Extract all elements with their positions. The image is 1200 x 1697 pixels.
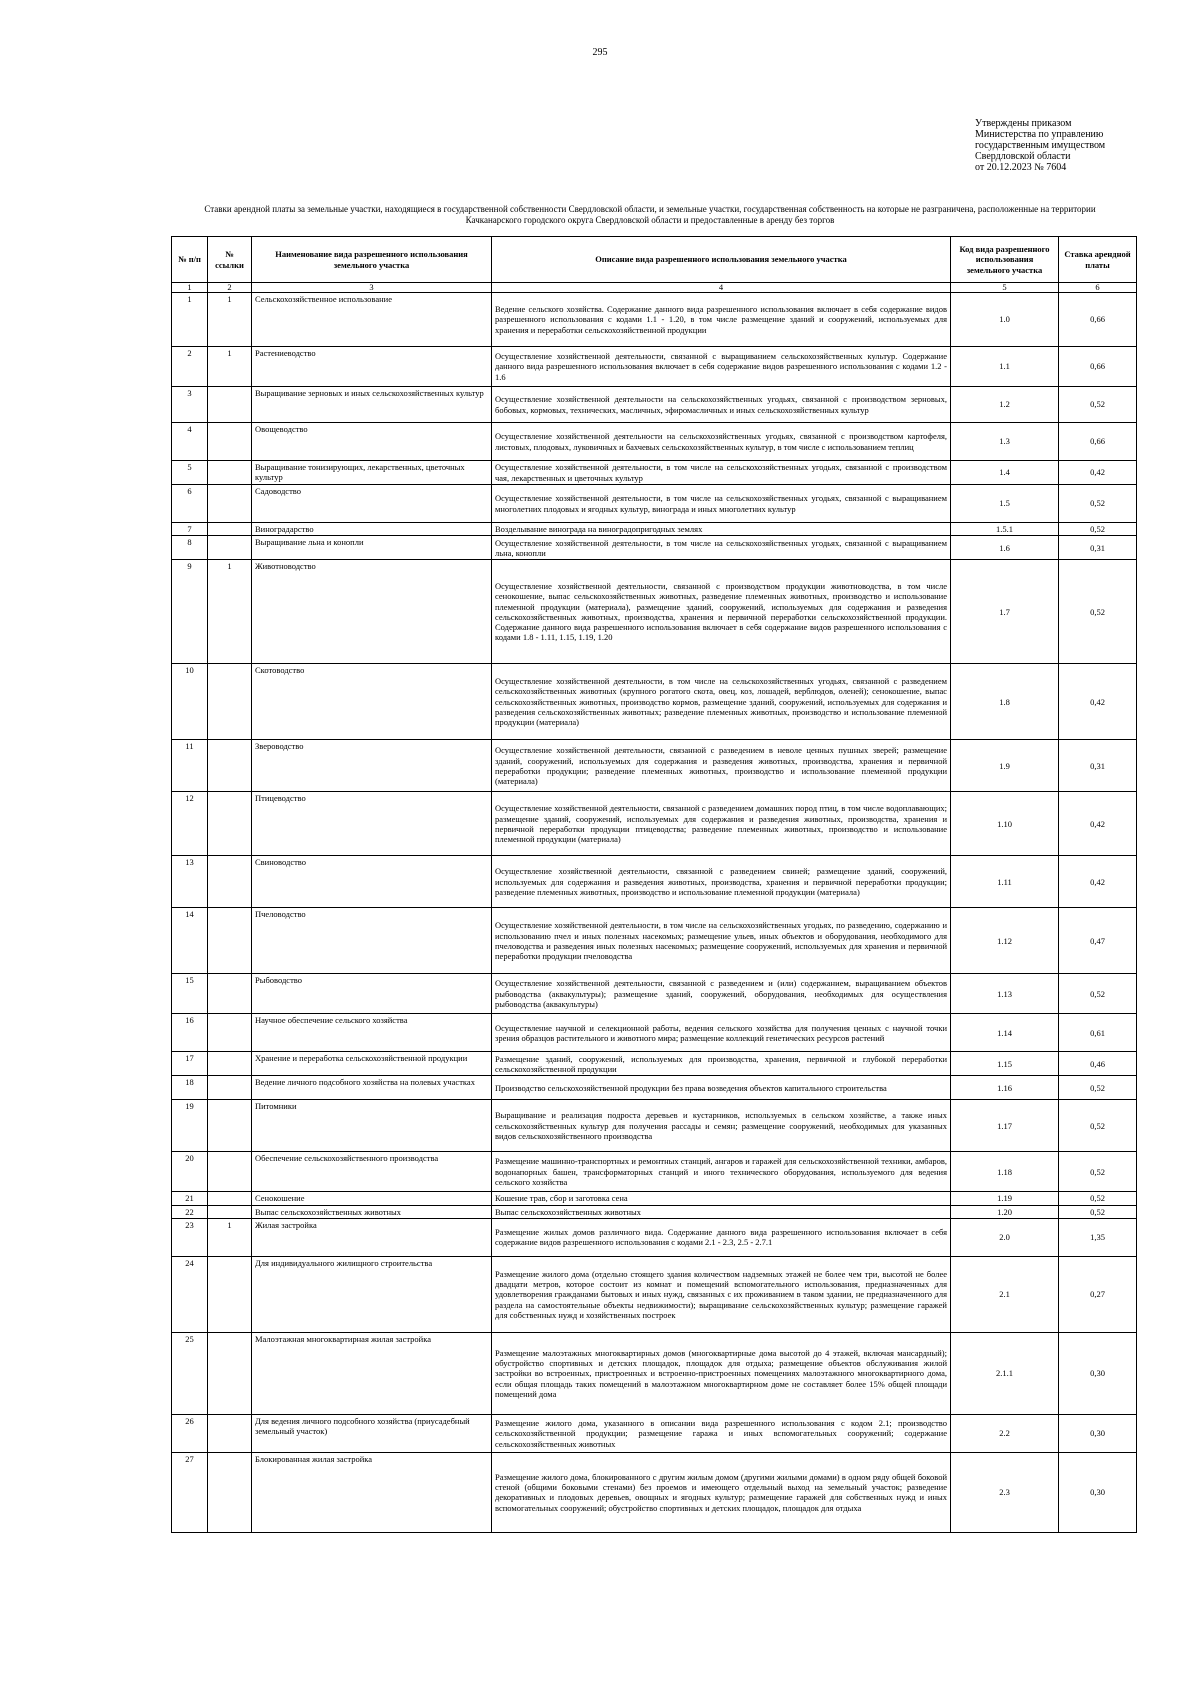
table-row <box>172 1014 1137 1052</box>
row-rent-rate: 0,52 <box>1059 1100 1137 1152</box>
row-reference: 1 <box>208 347 252 387</box>
row-use-name: Выращивание тонизирующих, лекарственных, цветочных культур <box>252 461 492 485</box>
row-reference <box>208 908 252 974</box>
table-row <box>172 1152 1137 1192</box>
row-use-description: Размещение машинно-транспортных и ремонтных станций, ангаров и гаражей для сельскохозяйственной техники, амбаров, водонапорных башен, трансформаторных станций и иного технического оборудования, используемого для ведения сельского хозяйства <box>492 1152 951 1192</box>
row-rent-rate: 0,52 <box>1059 485 1137 523</box>
row-use-code: 1.5.1 <box>951 523 1059 536</box>
row-use-code: 1.12 <box>951 908 1059 974</box>
table-row <box>172 1452 1137 1532</box>
row-use-name: Питомники <box>252 1100 492 1152</box>
row-rent-rate: 0,42 <box>1059 461 1137 485</box>
row-reference <box>208 974 252 1014</box>
row-use-description: Выпас сельскохозяйственных животных <box>492 1205 951 1218</box>
row-use-name: Жилая застройка <box>252 1218 492 1256</box>
row-use-code: 1.0 <box>951 293 1059 347</box>
row-use-name: Сельскохозяйственное использование <box>252 293 492 347</box>
row-use-code: 2.2 <box>951 1414 1059 1452</box>
row-use-description: Осуществление хозяйственной деятельности, в том числе на сельскохозяйственных угодьях, связанной с выращиванием льна, конопли <box>492 536 951 560</box>
approval-line: Свердловской области <box>975 151 1071 162</box>
row-use-description: Осуществление хозяйственной деятельности, связанной с разведением домашних пород птиц, в том числе водоплавающих; размещение зданий, сооружений, используемых для содержания и разведения животных, производства, хранения и первичной переработки продукции птицеводства; разведение племенных животных, производство и использование племенной продукции (материала) <box>492 792 951 856</box>
row-use-name: Птицеводство <box>252 792 492 856</box>
approval-line: от 20.12.2023 № 7604 <box>975 162 1067 173</box>
row-use-code: 1.4 <box>951 461 1059 485</box>
row-use-description: Осуществление хозяйственной деятельности, в том числе на сельскохозяйственных угодьях, связанной с разведением сельскохозяйственных животных (крупного рогатого скота, овец, коз, лошадей, верблюдов, оленей); сенокошение, выпас сельскохозяйственных животных, производство кормов, размещение зданий, сооружений, используемых для содержания и разведения сельскохозяйственных животных; разведение племенных животных, производство и использование племенной продукции (материала) <box>492 664 951 740</box>
table-row <box>172 1332 1137 1414</box>
row-rent-rate: 0,52 <box>1059 560 1137 664</box>
row-use-name: Выпас сельскохозяйственных животных <box>252 1205 492 1218</box>
row-number: 16 <box>172 1014 208 1052</box>
row-rent-rate: 0,52 <box>1059 1192 1137 1205</box>
row-number: 2 <box>172 347 208 387</box>
row-use-code: 2.3 <box>951 1452 1059 1532</box>
row-use-name: Ведение личного подсобного хозяйства на полевых участках <box>252 1076 492 1100</box>
table-header-row <box>172 237 1137 283</box>
row-use-code: 2.0 <box>951 1218 1059 1256</box>
row-rent-rate: 0,46 <box>1059 1052 1137 1076</box>
row-rent-rate: 0,52 <box>1059 1152 1137 1192</box>
row-rent-rate: 0,52 <box>1059 1205 1137 1218</box>
row-use-name: Виноградарство <box>252 523 492 536</box>
table-row <box>172 560 1137 664</box>
row-use-code: 1.1 <box>951 347 1059 387</box>
table-row <box>172 856 1137 908</box>
row-number: 22 <box>172 1205 208 1218</box>
row-use-name: Свиноводство <box>252 856 492 908</box>
row-use-code: 1.19 <box>951 1192 1059 1205</box>
table-row <box>172 908 1137 974</box>
approval-stamp <box>975 118 1105 173</box>
row-use-name: Пчеловодство <box>252 908 492 974</box>
header-name: Наименование вида разрешенного использования земельного участка <box>252 237 492 283</box>
row-rent-rate: 0,47 <box>1059 908 1137 974</box>
table-row <box>172 1076 1137 1100</box>
row-use-name: Рыбоводство <box>252 974 492 1014</box>
row-number: 7 <box>172 523 208 536</box>
row-reference <box>208 485 252 523</box>
row-use-description: Осуществление хозяйственной деятельности, в том числе на сельскохозяйственных угодьях, по разведению, содержанию и использованию пчел и иных полезных насекомых; размещение ульев, иных объектов и оборудования, необходимого для пчеловодства и разведения иных полезных насекомых; размещение сооружений, используемых для хранения и первичной переработки продукции пчеловодства <box>492 908 951 974</box>
row-number: 14 <box>172 908 208 974</box>
row-reference <box>208 1052 252 1076</box>
row-rent-rate: 0,27 <box>1059 1256 1137 1332</box>
column-number: 1 <box>172 283 208 293</box>
row-number: 25 <box>172 1332 208 1414</box>
row-use-code: 1.15 <box>951 1052 1059 1076</box>
header-rate: Ставка арендной платы <box>1059 237 1137 283</box>
row-reference <box>208 664 252 740</box>
table-row <box>172 1192 1137 1205</box>
row-reference <box>208 387 252 423</box>
table-row <box>172 523 1137 536</box>
row-reference <box>208 856 252 908</box>
table-row <box>172 485 1137 523</box>
row-number: 26 <box>172 1414 208 1452</box>
row-use-description: Осуществление хозяйственной деятельности, связанной с разведением и (или) содержанием, выращиванием объектов рыбоводства (аквакультуры); размещение зданий, сооружений, оборудования, необходимых для осуществления рыбоводства (аквакультуры) <box>492 974 951 1014</box>
row-use-description: Производство сельскохозяйственной продукции без права возведения объектов капитального строительства <box>492 1076 951 1100</box>
row-reference <box>208 1256 252 1332</box>
header-ref: № ссылки <box>208 237 252 283</box>
table-row <box>172 792 1137 856</box>
row-use-description: Размещение зданий, сооружений, используемых для производства, хранения, первичной и глубокой переработки сельскохозяйственной продукции <box>492 1052 951 1076</box>
row-use-name: Малоэтажная многоквартирная жилая застройка <box>252 1332 492 1414</box>
table-row <box>172 347 1137 387</box>
row-use-code: 1.8 <box>951 664 1059 740</box>
row-use-code: 1.18 <box>951 1152 1059 1192</box>
row-rent-rate: 0,66 <box>1059 347 1137 387</box>
row-number: 24 <box>172 1256 208 1332</box>
row-use-name: Выращивание зерновых и иных сельскохозяйственных культур <box>252 387 492 423</box>
row-use-description: Осуществление хозяйственной деятельности на сельскохозяйственных угодьях, связанной с производством картофеля, листовых, плодовых, луковичных и бахчевых сельскохозяйственных культур, в том числе с использованием теплиц <box>492 423 951 461</box>
row-number: 20 <box>172 1152 208 1192</box>
table-row <box>172 1205 1137 1218</box>
row-use-code: 1.16 <box>951 1076 1059 1100</box>
row-use-name: Хранение и переработка сельскохозяйственной продукции <box>252 1052 492 1076</box>
row-use-code: 1.5 <box>951 485 1059 523</box>
row-rent-rate: 1,35 <box>1059 1218 1137 1256</box>
table-row <box>172 423 1137 461</box>
row-number: 3 <box>172 387 208 423</box>
row-use-name: Звероводство <box>252 740 492 792</box>
rates-table <box>171 236 1137 1533</box>
row-use-code: 1.6 <box>951 536 1059 560</box>
row-use-description: Осуществление хозяйственной деятельности, связанной с разведением в неволе ценных пушных зверей; размещение зданий, сооружений, используемых для содержания и разведения животных, производства, хранения и первичной переработки продукции; разведение племенных животных, производство и использование племенной продукции (материала) <box>492 740 951 792</box>
row-number: 5 <box>172 461 208 485</box>
row-rent-rate: 0,52 <box>1059 974 1137 1014</box>
row-use-code: 1.17 <box>951 1100 1059 1152</box>
row-reference <box>208 1152 252 1192</box>
row-use-name: Садоводство <box>252 485 492 523</box>
row-use-name: Сенокошение <box>252 1192 492 1205</box>
row-number: 4 <box>172 423 208 461</box>
table-row <box>172 461 1137 485</box>
row-use-description: Осуществление хозяйственной деятельности, связанной с производством продукции животноводства, в том числе сенокошение, выпас сельскохозяйственных животных, разведение племенных животных, производство и использование племенной продукции (материала), размещение зданий, сооружений, используемых для содержания и разведения сельскохозяйственных животных, производства, хранения и первичной переработки сельскохозяйственной продукции. Содержание данного вида разрешенного использования включает в себя содержание видов разрешенного использования с кодами 1.8 - 1.11, 1.15, 1.19, 1.20 <box>492 560 951 664</box>
row-number: 27 <box>172 1452 208 1532</box>
row-reference: 1 <box>208 560 252 664</box>
row-number: 21 <box>172 1192 208 1205</box>
row-number: 8 <box>172 536 208 560</box>
row-use-name: Скотоводство <box>252 664 492 740</box>
row-use-name: Выращивание льна и конопли <box>252 536 492 560</box>
row-use-name: Животноводство <box>252 560 492 664</box>
row-use-name: Обеспечение сельскохозяйственного производства <box>252 1152 492 1192</box>
table-row <box>172 293 1137 347</box>
row-number: 12 <box>172 792 208 856</box>
row-rent-rate: 0,30 <box>1059 1414 1137 1452</box>
row-use-description: Осуществление хозяйственной деятельности, связанной с выращиванием сельскохозяйственных культур. Содержание данного вида разрешенного использования включает в себя содержание видов разрешенного использования с кодами 1.2 - 1.6 <box>492 347 951 387</box>
table-row <box>172 387 1137 423</box>
column-number: 6 <box>1059 283 1137 293</box>
row-number: 10 <box>172 664 208 740</box>
row-number: 15 <box>172 974 208 1014</box>
column-number: 2 <box>208 283 252 293</box>
row-use-description: Размещение жилого дома, указанного в описании вида разрешенного использования с кодом 2.1; производство сельскохозяйственной продукции; размещение гаража и иных вспомогательных сооружений; содержание сельскохозяйственных животных <box>492 1414 951 1452</box>
row-use-name: Блокированная жилая застройка <box>252 1452 492 1532</box>
row-rent-rate: 0,52 <box>1059 523 1137 536</box>
row-use-code: 2.1 <box>951 1256 1059 1332</box>
row-use-description: Выращивание и реализация подроста деревьев и кустарников, используемых в сельском хозяйстве, а также иных сельскохозяйственных культур для получения рассады и семян; размещение сооружений, необходимых для указанных видов сельскохозяйственного производства <box>492 1100 951 1152</box>
row-use-code: 2.1.1 <box>951 1332 1059 1414</box>
row-reference <box>208 423 252 461</box>
table-row <box>172 536 1137 560</box>
row-number: 11 <box>172 740 208 792</box>
row-rent-rate: 0,30 <box>1059 1332 1137 1414</box>
row-use-code: 1.10 <box>951 792 1059 856</box>
row-reference <box>208 1014 252 1052</box>
row-reference: 1 <box>208 1218 252 1256</box>
row-use-description: Размещение жилого дома (отдельно стоящего здания количеством надземных этажей не более чем три, высотой не более двадцати метров, которое состоит из комнат и помещений вспомогательного использования, предназначенных для удовлетворения гражданами бытовых и иных нужд, связанных с их проживанием в таком здании, не предназначенного для раздела на самостоятельные объекты недвижимости); выращивание сельскохозяйственных культур; размещение гаражей для собственных нужд и хозяйственных построек <box>492 1256 951 1332</box>
table-row <box>172 1256 1137 1332</box>
row-reference <box>208 1414 252 1452</box>
column-number: 3 <box>252 283 492 293</box>
approval-line: государственным имуществом <box>975 140 1106 151</box>
row-number: 17 <box>172 1052 208 1076</box>
row-number: 18 <box>172 1076 208 1100</box>
table-row <box>172 740 1137 792</box>
row-reference <box>208 536 252 560</box>
row-use-name: Для ведения личного подсобного хозяйства (приусадебный земельный участок) <box>252 1414 492 1452</box>
table-row <box>172 1414 1137 1452</box>
row-use-description: Кошение трав, сбор и заготовка сена <box>492 1192 951 1205</box>
row-reference <box>208 1076 252 1100</box>
row-reference <box>208 1332 252 1414</box>
row-use-description: Осуществление хозяйственной деятельности, в том числе на сельскохозяйственных угодьях, связанной с выращиванием многолетних плодовых и ягодных культур, винограда и иных многолетних культур <box>492 485 951 523</box>
column-number-row <box>172 283 1137 293</box>
row-rent-rate: 0,42 <box>1059 856 1137 908</box>
header-desc: Описание вида разрешенного использования земельного участка <box>492 237 951 283</box>
row-use-description: Возделывание винограда на виноградопригодных землях <box>492 523 951 536</box>
row-rent-rate: 0,52 <box>1059 387 1137 423</box>
row-reference <box>208 461 252 485</box>
row-use-code: 1.13 <box>951 974 1059 1014</box>
row-use-name: Овощеводство <box>252 423 492 461</box>
table-row <box>172 1218 1137 1256</box>
row-use-description: Осуществление научной и селекционной работы, ведения сельского хозяйства для получения ценных с научной точки зрения образцов растительного и животного мира; размещение коллекций генетических ресурсов растений <box>492 1014 951 1052</box>
row-number: 1 <box>172 293 208 347</box>
row-number: 9 <box>172 560 208 664</box>
row-number: 6 <box>172 485 208 523</box>
table-row <box>172 1100 1137 1152</box>
row-reference: 1 <box>208 293 252 347</box>
page-number: 295 <box>592 47 608 58</box>
row-use-name: Для индивидуального жилищного строительства <box>252 1256 492 1332</box>
row-use-code: 1.2 <box>951 387 1059 423</box>
header-num: № п/п <box>172 237 208 283</box>
table-row <box>172 664 1137 740</box>
row-use-code: 1.11 <box>951 856 1059 908</box>
row-use-description: Ведение сельского хозяйства. Содержание данного вида разрешенного использования включает в себя содержание видов разрешенного использования с кодами 1.1 - 1.20, в том числе размещение зданий и сооружений, используемых для хранения и переработки сельскохозяйственной продукции <box>492 293 951 347</box>
row-reference <box>208 740 252 792</box>
row-rent-rate: 0,66 <box>1059 293 1137 347</box>
row-use-description: Размещение жилых домов различного вида. Содержание данного вида разрешенного использования включает в себя содержание видов разрешенного использования с кодами 2.1 - 2.3, 2.5 - 2.7.1 <box>492 1218 951 1256</box>
row-reference <box>208 792 252 856</box>
row-number: 23 <box>172 1218 208 1256</box>
row-rent-rate: 0,42 <box>1059 664 1137 740</box>
row-rent-rate: 0,52 <box>1059 1076 1137 1100</box>
column-number: 5 <box>951 283 1059 293</box>
row-use-code: 1.14 <box>951 1014 1059 1052</box>
row-use-description: Осуществление хозяйственной деятельности, в том числе на сельскохозяйственных угодьях, связанной с производством чая, лекарственных и цветочных культур <box>492 461 951 485</box>
approval-line: Министерства по управлению <box>975 129 1104 140</box>
row-reference <box>208 523 252 536</box>
row-use-code: 1.7 <box>951 560 1059 664</box>
header-code: Код вида разрешенного использования земельного участка <box>951 237 1059 283</box>
row-use-description: Размещение малоэтажных многоквартирных домов (многоквартирные дома высотой до 4 этажей, включая мансардный); обустройство спортивных и детских площадок, площадок для отдыха; размещение объектов обслуживания жилой застройки во встроенных, пристроенных и встроенно-пристроенных помещениях малоэтажного многоквартирного дома, если общая площадь таких помещений в малоэтажном многоквартирном доме не составляет более 15% общей площади помещений дома <box>492 1332 951 1414</box>
row-use-description: Размещение жилого дома, блокированного с другим жилым домом (другими жилыми домами) в одном ряду общей боковой стеной (общими боковыми стенами) без проемов и имеющего отдельный выход на земельный участок; разведение декоративных и плодовых деревьев, овощных и ягодных культур; размещение гаражей для собственных нужд и иных вспомогательных сооружений; обустройство спортивных и детских площадок, площадок для отдыха <box>492 1452 951 1532</box>
row-rent-rate: 0,66 <box>1059 423 1137 461</box>
column-number: 4 <box>492 283 951 293</box>
row-use-description: Осуществление хозяйственной деятельности, связанной с разведением свиней; размещение зданий, сооружений, используемых для содержания и разведения животных, производства, хранения и первичной переработки продукции; разведение племенных животных, производство и использование племенной продукции (материала) <box>492 856 951 908</box>
row-number: 13 <box>172 856 208 908</box>
row-rent-rate: 0,31 <box>1059 536 1137 560</box>
row-use-name: Растениеводство <box>252 347 492 387</box>
row-reference <box>208 1452 252 1532</box>
row-use-code: 1.9 <box>951 740 1059 792</box>
row-number: 19 <box>172 1100 208 1152</box>
table-row <box>172 1052 1137 1076</box>
table-row <box>172 974 1137 1014</box>
row-reference <box>208 1205 252 1218</box>
row-rent-rate: 0,31 <box>1059 740 1137 792</box>
row-reference <box>208 1100 252 1152</box>
row-rent-rate: 0,61 <box>1059 1014 1137 1052</box>
row-rent-rate: 0,42 <box>1059 792 1137 856</box>
row-use-description: Осуществление хозяйственной деятельности на сельскохозяйственных угодьях, связанной с производством зерновых, бобовых, кормовых, технических, масличных, эфиромасличных и иных сельскохозяйственных культур <box>492 387 951 423</box>
row-use-name: Научное обеспечение сельского хозяйства <box>252 1014 492 1052</box>
document-title: Ставки арендной платы за земельные участки, находящиеся в государственной собственности Свердловской области, и земельные участки, государственная собственность на которые не разграничена, расположенные на территории Качканарского городского округа Свердловской области и предоставленные в аренду без торгов <box>204 204 1096 225</box>
approval-line: Утверждены приказом <box>975 118 1072 129</box>
row-reference <box>208 1192 252 1205</box>
row-rent-rate: 0,30 <box>1059 1452 1137 1532</box>
row-use-code: 1.3 <box>951 423 1059 461</box>
row-use-code: 1.20 <box>951 1205 1059 1218</box>
